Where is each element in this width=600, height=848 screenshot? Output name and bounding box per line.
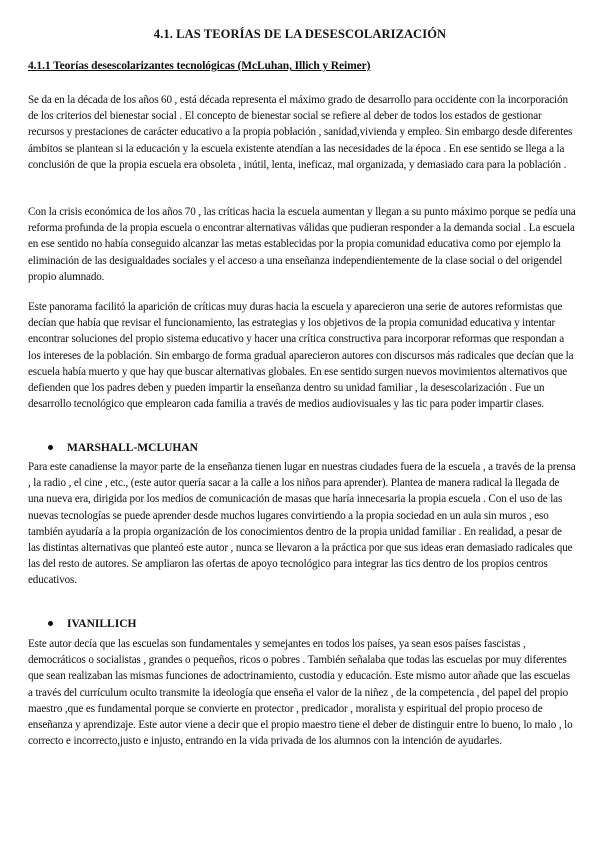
section-heading-label: IVANILLICH	[67, 618, 137, 630]
section-heading-label: MARSHALL-MCLUHAN	[67, 442, 198, 454]
bullet-icon	[48, 621, 53, 626]
document-title: 4.1. LAS TEORÍAS DE LA DESESCOLARIZACIÓN	[153, 27, 447, 41]
paragraph-panorama: Este panorama facilitó la aparición de críticas muy duras hacia la escuela y aparecieron una serie de autores reformistas que decían que había que revisar el funcionamiento, las estrategias y los objetivos de la propia comunidad educativa y intentar encontrar soluciones del propio sistema educativo y hacer una crítica constructiva para incorporar reformas que respondan a los intereses de la población. Sin embargo de forma gradual aparecieron autores con discursos más radicales que decían que la escuela había muerto y que hay que buscar alternativas globales. En ese sentido surgen nuevos movimientos alternativos que defienden que los padres deben y pueden impartir la enseñanza dentro su unidad familiar , la desescolarización . Fue un desarrollo tecnológico que emplearon cada familia a través de medios audiovisuales y las tic para poder impartir clases.	[28, 301, 574, 411]
paragraph-mcluhan: Para este canadiense la mayor parte de la enseñanza tienen lugar en nuestras ciudades fuera de la escuela , a través de la prensa , la radio , el cine , etc., (este autor quería sacar a la calle a los niños para aprender). Plantea de manera radical la llegada de una nueva era, dirigida por los medios de comunicación de masas que haría innecesaria la propia escuela . Con el uso de las nuevas tecnologías se puede aprender desde muchos lugares convirtiendo a la propia sociedad en un aula sin muros , eso también ayudaría a la propia organización de los conocimientos dentro de la propia unidad familiar . En realidad, a pesar de las distintas alternativas que planteó este autor , nunca se llevaron a la práctica por que sus ideas eran demasiado radicales que las del resto de autores. Se ampliaron las ofertas de apoyo tecnológico para integrar las tics dentro de los propios centros educativos.	[28, 461, 576, 587]
bullet-icon	[48, 445, 53, 450]
section-subtitle: 4.1.1 Teorías desescolarizantes tecnológicas (McLuhan, Illich y Reimer)	[28, 60, 371, 72]
paragraph-illich: Este autor decía que las escuelas son fundamentales y semejantes en todos los países, ya sean esos países fascistas , democráticos o socialistas , grandes o pequeños, ricos o pobres . También señalaba que todas las escuelas por muy diferentes que sean realizaban las mismas funciones de adoctrinamiento, custodia y educación. Este mismo autor añade que las escuelas a través del currículum oculto transmite la ideología que enseña el valor de la niñez , de la competencia , del papel del propio maestro ,que es fundamental porque se convierte en protector , predicador , moralista y espiritual del propio proceso de enseñanza y aprendizaje. Este autor viene a decir que el propio maestro tiene el deber de distinguir entre lo bueno, lo malo , lo correcto e incorrecto,justo e injusto, entrando en la vida privada de los alumnos con la intención de ayudarles.	[28, 638, 573, 748]
paragraph-crisis: Con la crisis económica de los años 70 , las críticas hacia la escuela aumentan y llegan a su punto máximo porque se pedía una reforma profunda de la propia escuela o encontrar alternativas válidas que pudieran responder a la demanda social . La escuela en ese sentido no había conseguido alcanzar las metas establecidas por la propia comunidad educativa como por ejemplo la eliminación de las desigualdades sociales y el acceso a una enseñanza independientemente de la clase social o del origendel propio alumnado.	[28, 206, 576, 283]
section-heading-illich	[48, 618, 136, 630]
section-heading-mcluhan	[48, 442, 198, 454]
paragraph-intro: Se da en la década de los años 60 , está década representa el máximo grado de desarrollo para occidente con la incorporación de los criterios del bienestar social . El concepto de bienestar social se refiere al deber de todos los estados de gestionar recursos y prestaciones de carácter educativo a la propia población , sanidad,vivienda y empleo. Sin embargo desde diferentes ámbitos se plantean si la educación y la escuela existente atendían a las necesidades de la época . En ese sentido se llega a la conclusión de que la propia escuela era obsoleta , inútil, lenta, ineficaz, mal organizada, y demasiado cara para la población .	[28, 94, 573, 171]
